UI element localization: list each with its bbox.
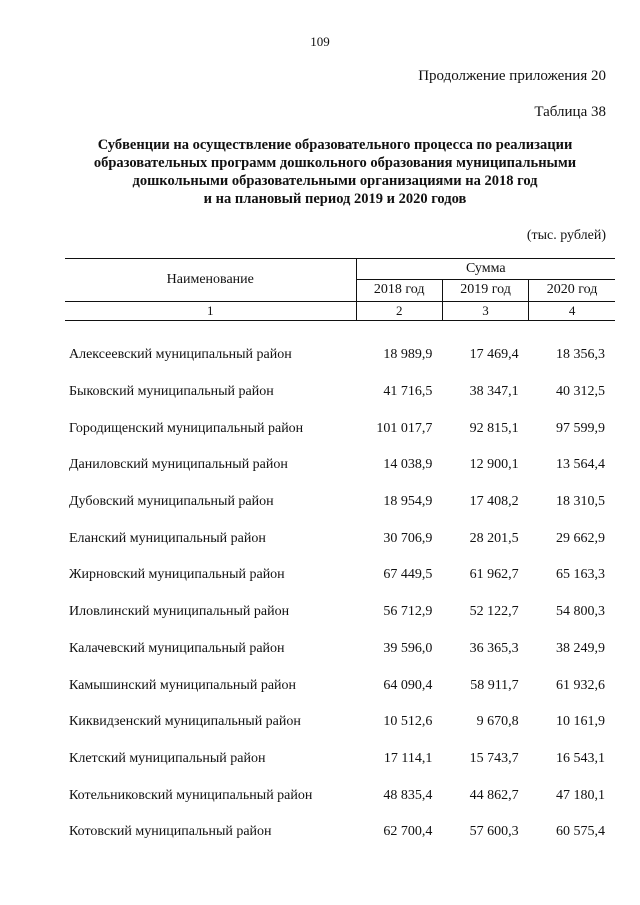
column-index: 4 [529, 302, 615, 321]
value-2018: 39 596,0 [383, 640, 433, 656]
value-2018: 64 090,4 [383, 677, 433, 693]
value-2020: 38 249,9 [556, 640, 605, 656]
value-2018: 67 449,5 [383, 567, 433, 583]
value-2020: 65 163,3 [556, 567, 605, 583]
district-name: Котовский муниципальный район [69, 824, 272, 840]
value-2018: 101 017,7 [376, 420, 433, 436]
title-line: и на плановый период 2019 и 2020 годов [203, 191, 467, 207]
value-2018: 10 512,6 [383, 714, 433, 730]
value-2018: 62 700,4 [383, 824, 433, 840]
district-name: Городищенский муниципальный район [69, 420, 304, 436]
value-2018: 14 038,9 [383, 457, 433, 473]
table-row [65, 557, 615, 594]
value-2019: 52 122,7 [469, 604, 519, 620]
value-2019: 17 469,4 [469, 347, 519, 363]
header-year-2018: 2018 год [356, 279, 442, 301]
value-2019: 17 408,2 [469, 494, 519, 510]
table-row [65, 777, 615, 814]
table-row [65, 447, 615, 484]
district-name: Быковский муниципальный район [69, 384, 274, 400]
title-line: дошкольными образовательными организациями на 2018 год [132, 173, 538, 189]
value-2018: 17 114,1 [383, 750, 433, 766]
value-2018: 41 716,5 [383, 384, 433, 400]
value-2019: 57 600,3 [469, 824, 519, 840]
value-2018: 18 954,9 [383, 494, 433, 510]
district-name: Еланский муниципальный район [69, 530, 266, 546]
table-row [65, 594, 615, 631]
value-2020: 16 543,1 [556, 750, 605, 766]
value-2019: 61 962,7 [469, 567, 519, 583]
value-2018: 48 835,4 [383, 787, 433, 803]
value-2020: 61 932,6 [556, 677, 605, 693]
value-2019: 92 815,1 [469, 420, 519, 436]
title-line: образовательных программ дошкольного образования муниципальными [93, 155, 577, 171]
value-2019: 28 201,5 [469, 530, 519, 546]
district-name: Камышинский муниципальный район [69, 677, 297, 693]
table-number: Таблица 38 [534, 104, 606, 120]
table-row [65, 410, 615, 447]
table-row [65, 374, 615, 411]
value-2020: 18 310,5 [556, 494, 605, 510]
table-row [65, 631, 615, 668]
column-index: 3 [442, 302, 528, 321]
title-line: Субвенции на осуществление образовательного процесса по реализации [97, 137, 573, 153]
value-2020: 54 800,3 [556, 604, 605, 620]
table-row [65, 667, 615, 704]
district-name: Жирновский муниципальный район [69, 567, 285, 583]
district-name: Даниловский муниципальный район [69, 457, 288, 473]
district-name: Котельниковский муниципальный район [69, 787, 313, 803]
table-title [60, 136, 610, 208]
value-2020: 13 564,4 [556, 457, 605, 473]
column-index: 1 [65, 302, 356, 321]
table-row [65, 337, 615, 374]
district-name: Алексеевский муниципальный район [69, 347, 292, 363]
subsidy-table [65, 258, 615, 851]
value-2020: 97 599,9 [556, 420, 605, 436]
district-name: Киквидзенский муниципальный район [69, 714, 301, 730]
table-row [65, 814, 615, 851]
table-row [65, 704, 615, 741]
value-2019: 12 900,1 [469, 457, 519, 473]
value-2020: 47 180,1 [556, 787, 605, 803]
value-2020: 18 356,3 [556, 347, 605, 363]
district-name: Дубовский муниципальный район [69, 494, 274, 510]
district-name: Калачевский муниципальный район [69, 640, 285, 656]
value-2020: 40 312,5 [556, 384, 605, 400]
value-2019: 9 670,8 [476, 714, 519, 730]
value-2019: 15 743,7 [469, 750, 519, 766]
value-2018: 18 989,9 [383, 347, 433, 363]
district-name: Клетский муниципальный район [69, 750, 266, 766]
units-label: (тыс. рублей) [526, 228, 606, 243]
page-number: 109 [310, 34, 330, 49]
column-index: 2 [356, 302, 442, 321]
district-name: Иловлинский муниципальный район [69, 604, 290, 620]
value-2020: 10 161,9 [556, 714, 605, 730]
header-year-2020: 2020 год [529, 279, 615, 301]
value-2019: 38 347,1 [469, 384, 519, 400]
value-2019: 44 862,7 [469, 787, 519, 803]
table-row [65, 520, 615, 557]
header-name: Наименование [65, 259, 356, 302]
header-sum: Сумма [356, 259, 615, 280]
value-2019: 58 911,7 [470, 677, 519, 693]
table-row [65, 484, 615, 521]
appendix-continuation: Продолжение приложения 20 [418, 68, 606, 84]
value-2019: 36 365,3 [469, 640, 519, 656]
value-2020: 29 662,9 [556, 530, 605, 546]
value-2018: 56 712,9 [383, 604, 433, 620]
header-year-2019: 2019 год [442, 279, 528, 301]
value-2018: 30 706,9 [383, 530, 433, 546]
value-2020: 60 575,4 [556, 824, 605, 840]
table-row [65, 741, 615, 778]
